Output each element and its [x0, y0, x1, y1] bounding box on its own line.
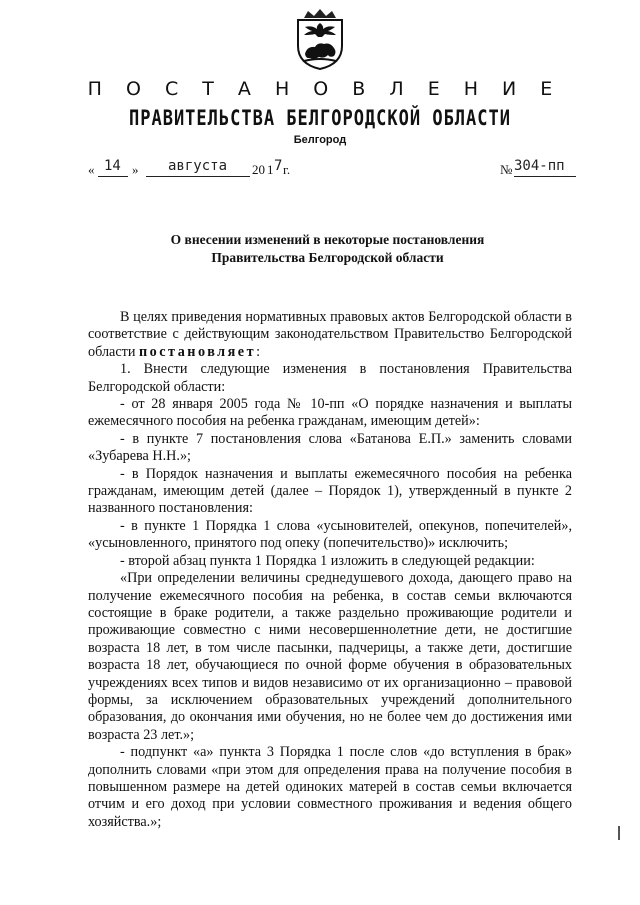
preamble-paragraph — [88, 309, 572, 361]
document-number: 304-пп — [514, 158, 565, 174]
date-day: 14 — [104, 158, 121, 174]
date-day-underline — [98, 176, 128, 177]
body-paragraph: - в пункте 1 Порядка 1 слова «усыновителей, опекунов, попечителей», «усыновленного, принятого под опеку (попечительство)» исключить; — [88, 517, 572, 552]
preamble-end: : — [256, 343, 261, 360]
body-paragraph: 1. Внести следующие изменения в постановления Правительства Белгородской области: — [88, 361, 572, 395]
document-body — [88, 309, 572, 831]
date-month: августа — [168, 158, 228, 174]
number-prefix: № — [500, 162, 513, 177]
subject-line-1: О внесении изменений в некоторые постановления — [170, 232, 485, 247]
date-year-digit: 1 — [267, 162, 274, 177]
date-and-number-line — [88, 158, 593, 180]
decision-keyword: постановляет — [138, 343, 257, 360]
date-year-end: г. — [283, 162, 291, 177]
date-month-underline — [146, 176, 250, 177]
document-number-underline — [514, 176, 576, 177]
body-paragraph: «При определении величины среднедушевого дохода, дающего право на получение ежемесячного пособия на ребенка, в состав семьи включаются состоящие в браке родители, а также раздельно проживающие родители и проживающие совместно с ними несовершеннолетние дети, не достигшие возраста 18 лет, в том числе пасынки, падчерицы, а также дети, достигшие возраста 18 лет, обучающиеся по очной форме обучения в образовательных учреждениях всех типов и видов независимо от их организационно – правовой формы, за исключением образовательных учреждений дополнительного образования, до окончания ими обучения, но не более чем до достижения ими возраста 23 лет.»; — [88, 570, 572, 743]
date-close-quote: » — [132, 162, 139, 177]
issuing-city: Белгород — [293, 134, 347, 146]
document-subject — [100, 231, 555, 267]
date-open-quote: « — [88, 162, 95, 177]
preamble-text: В целях приведения нормативных правовых актов Белгородской области в соответствие с действующим законодательством Правительство Белгородской области — [88, 309, 572, 360]
issuing-authority: ПРАВИТЕЛЬСТВА БЕЛГОРОДСКОЙ ОБЛАСТИ — [129, 106, 511, 131]
body-paragraph: - от 28 января 2005 года № 10-пп «О порядке назначения и выплаты ежемесячного пособия на ребенка гражданам, имеющим детей»: — [88, 396, 572, 430]
date-year-prefix: 20 — [252, 162, 265, 177]
body-paragraph: - в Порядок назначения и выплаты ежемесячного пособия на ребенка гражданам, имеющим детей (далее – Порядок 1), утвержденный в пункте 2 названного постановления: — [88, 465, 572, 517]
document-type-title: П О С Т А Н О В Л Е Н И Е — [87, 78, 562, 100]
body-paragraph: - подпункт «а» пункта 3 Порядка 1 после слов «до вступления в брак» дополнить словами «при этом для определения права на получение пособия в повышенном размере на детей одиноких матерей в состав семьи включается отчим и его доход при условии совместного проживания и ведения общего хозяйства.»; — [88, 744, 572, 830]
body-paragraph: - второй абзац пункта 1 Порядка 1 изложить в следующей редакции: — [120, 552, 535, 569]
scan-speck — [618, 826, 620, 840]
date-year-suffix: 7 — [274, 158, 283, 174]
coat-of-arms-emblem — [290, 8, 350, 70]
body-paragraph: - в пункте 7 постановления слова «Батанова Е.П.» заменить словами «Зубарева Н.Н.»; — [88, 430, 572, 465]
subject-line-2: Правительства Белгородской области — [211, 250, 444, 265]
